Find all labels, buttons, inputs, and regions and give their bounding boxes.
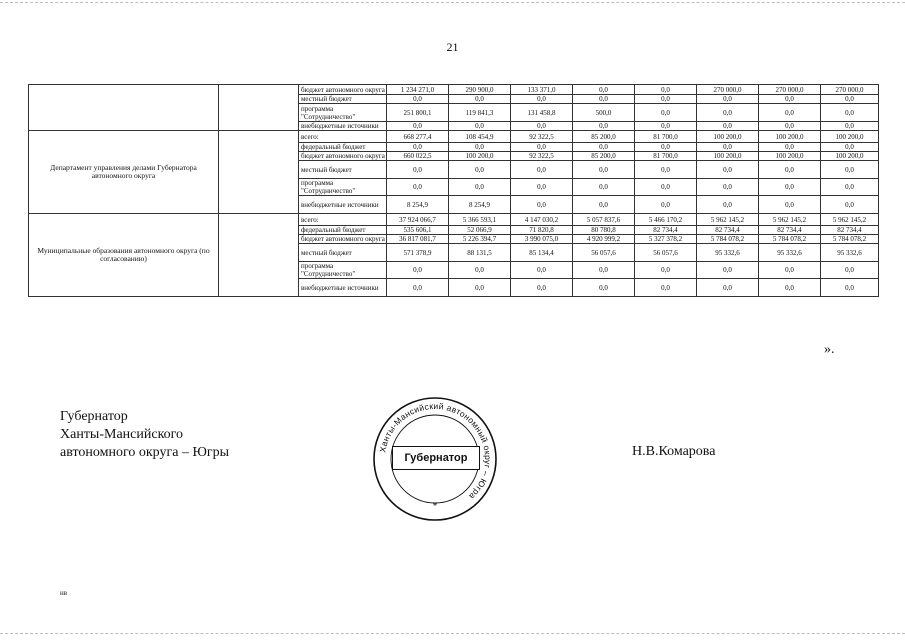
signature-title [60, 408, 229, 462]
amount-cell: 0,0 [759, 143, 821, 152]
amount-cell: 80 780,8 [573, 226, 635, 235]
amount-cell: 5 962 145,2 [759, 214, 821, 226]
amount-cell: 0,0 [821, 122, 879, 131]
amount-cell: 100 200,0 [697, 131, 759, 143]
amount-cell: 100 200,0 [449, 152, 511, 161]
amount-cell: 0,0 [511, 122, 573, 131]
amount-cell: 100 200,0 [821, 152, 879, 161]
amount-cell: 5 327 378,2 [635, 235, 697, 244]
amount-cell: 0,0 [573, 279, 635, 297]
amount-cell: 133 371,0 [511, 85, 573, 95]
amount-cell: 0,0 [387, 179, 449, 196]
amount-cell: 88 131,5 [449, 244, 511, 262]
amount-cell: 571 378,9 [387, 244, 449, 262]
amount-cell: 0,0 [635, 179, 697, 196]
signature-title-line: автономного округа – Югры [60, 445, 229, 460]
signature-title-line: Ханты-Мансийского [60, 427, 184, 442]
amount-cell: 0,0 [759, 95, 821, 104]
budget-table [28, 84, 879, 297]
amount-cell: 85 200,0 [573, 131, 635, 143]
amount-cell: 0,0 [697, 95, 759, 104]
amount-cell: 668 277,4 [387, 131, 449, 143]
amount-cell: 0,0 [387, 161, 449, 179]
amount-cell: 0,0 [821, 262, 879, 279]
seal-star: * [432, 501, 438, 511]
amount-cell: 0,0 [821, 179, 879, 196]
funding-source-cell: местный бюджет [299, 244, 387, 262]
amount-cell: 100 200,0 [759, 152, 821, 161]
table-row [29, 214, 879, 226]
amount-cell: 100 200,0 [821, 131, 879, 143]
amount-cell: 95 332,6 [759, 244, 821, 262]
amount-cell: 8 254,9 [387, 196, 449, 214]
organization-cell [29, 85, 219, 131]
amount-cell: 0,0 [573, 196, 635, 214]
organization-cell: Муниципальные образования автономного округа (по согласованию) [29, 214, 219, 297]
amount-cell: 0,0 [759, 161, 821, 179]
amount-cell: 270 000,0 [821, 85, 879, 95]
amount-cell: 0,0 [759, 279, 821, 297]
funding-source-cell: бюджет автономного округа [299, 152, 387, 161]
amount-cell: 0,0 [821, 104, 879, 122]
funding-source-cell: местный бюджет [299, 161, 387, 179]
amount-cell: 56 057,6 [635, 244, 697, 262]
amount-cell: 4 920 999,2 [573, 235, 635, 244]
amount-cell: 4 147 030,2 [511, 214, 573, 226]
organization-cell: Департамент управления делами Губернатора автономного округа [29, 131, 219, 214]
amount-cell: 81 700,0 [635, 131, 697, 143]
amount-cell: 0,0 [697, 161, 759, 179]
amount-cell: 8 254,9 [449, 196, 511, 214]
amount-cell: 36 817 081,7 [387, 235, 449, 244]
amount-cell: 0,0 [697, 143, 759, 152]
blank-column-cell [219, 131, 299, 214]
amount-cell: 0,0 [511, 161, 573, 179]
amount-cell: 0,0 [449, 143, 511, 152]
table-row [29, 131, 879, 143]
amount-cell: 5 784 078,2 [697, 235, 759, 244]
amount-cell: 5 962 145,2 [821, 214, 879, 226]
amount-cell: 0,0 [635, 85, 697, 95]
amount-cell: 0,0 [573, 262, 635, 279]
amount-cell: 0,0 [511, 95, 573, 104]
amount-cell: 0,0 [759, 179, 821, 196]
funding-source-cell: внебюджетные источники [299, 196, 387, 214]
blank-column-cell [219, 214, 299, 297]
amount-cell: 0,0 [821, 143, 879, 152]
amount-cell: 108 454,9 [449, 131, 511, 143]
amount-cell: 37 924 066,7 [387, 214, 449, 226]
amount-cell: 0,0 [573, 179, 635, 196]
amount-cell: 0,0 [449, 122, 511, 131]
amount-cell: 0,0 [759, 104, 821, 122]
table-row [29, 85, 879, 95]
amount-cell: 0,0 [759, 262, 821, 279]
amount-cell: 0,0 [635, 143, 697, 152]
amount-cell: 92 322,5 [511, 131, 573, 143]
amount-cell: 0,0 [697, 262, 759, 279]
amount-cell: 251 800,1 [387, 104, 449, 122]
closing-quote-mark: ». [824, 342, 835, 357]
amount-cell: 56 057,6 [573, 244, 635, 262]
amount-cell: 0,0 [387, 279, 449, 297]
funding-source-cell: программа "Сотрудничество" [299, 104, 387, 122]
amount-cell: 0,0 [387, 262, 449, 279]
amount-cell: 3 990 075,0 [511, 235, 573, 244]
amount-cell: 0,0 [573, 95, 635, 104]
amount-cell: 0,0 [635, 262, 697, 279]
amount-cell: 270 000,0 [759, 85, 821, 95]
amount-cell: 500,0 [573, 104, 635, 122]
blank-column-cell [219, 85, 299, 131]
funding-source-cell: бюджет автономного округа [299, 235, 387, 244]
amount-cell: 52 066,9 [449, 226, 511, 235]
amount-cell: 82 734,4 [821, 226, 879, 235]
amount-cell: 0,0 [697, 279, 759, 297]
amount-cell: 0,0 [511, 196, 573, 214]
funding-source-cell: программа "Сотрудничество" [299, 262, 387, 279]
amount-cell: 131 458,8 [511, 104, 573, 122]
amount-cell: 82 734,4 [635, 226, 697, 235]
amount-cell: 290 900,0 [449, 85, 511, 95]
amount-cell: 0,0 [821, 95, 879, 104]
amount-cell: 270 000,0 [697, 85, 759, 95]
amount-cell: 0,0 [387, 95, 449, 104]
funding-source-cell: федеральный бюджет [299, 143, 387, 152]
amount-cell: 0,0 [449, 262, 511, 279]
amount-cell: 0,0 [697, 179, 759, 196]
amount-cell: 660 022,5 [387, 152, 449, 161]
amount-cell: 85 134,4 [511, 244, 573, 262]
amount-cell: 535 606,1 [387, 226, 449, 235]
amount-cell: 5 784 078,2 [759, 235, 821, 244]
amount-cell: 0,0 [635, 122, 697, 131]
amount-cell: 0,0 [387, 122, 449, 131]
amount-cell: 0,0 [821, 196, 879, 214]
amount-cell: 0,0 [635, 104, 697, 122]
amount-cell: 0,0 [511, 143, 573, 152]
funding-source-cell: всего: [299, 214, 387, 226]
page-number: 21 [446, 40, 459, 54]
funding-source-cell: федеральный бюджет [299, 226, 387, 235]
amount-cell: 0,0 [635, 95, 697, 104]
amount-cell: 82 734,4 [759, 226, 821, 235]
funding-source-cell: программа "Сотрудничество" [299, 179, 387, 196]
amount-cell: 0,0 [821, 279, 879, 297]
amount-cell: 0,0 [573, 122, 635, 131]
amount-cell: 5 366 593,1 [449, 214, 511, 226]
funding-source-cell: внебюджетные источники [299, 279, 387, 297]
amount-cell: 0,0 [387, 143, 449, 152]
amount-cell: 5 226 394,7 [449, 235, 511, 244]
amount-cell: 0,0 [697, 122, 759, 131]
amount-cell: 5 784 078,2 [821, 235, 879, 244]
amount-cell: 81 700,0 [635, 152, 697, 161]
amount-cell: 0,0 [821, 161, 879, 179]
amount-cell: 0,0 [511, 179, 573, 196]
amount-cell: 0,0 [573, 161, 635, 179]
signer-name: Н.В.Комарова [632, 444, 716, 459]
amount-cell: 0,0 [511, 279, 573, 297]
scan-edge-bottom [0, 633, 905, 634]
amount-cell: 0,0 [573, 85, 635, 95]
funding-source-cell: бюджет автономного округа [299, 85, 387, 95]
budget-table-body [29, 85, 879, 297]
amount-cell: 0,0 [697, 104, 759, 122]
amount-cell: 0,0 [635, 161, 697, 179]
amount-cell: 0,0 [449, 95, 511, 104]
amount-cell: 1 234 271,0 [387, 85, 449, 95]
amount-cell: 5 466 170,2 [635, 214, 697, 226]
seal-center-label: Губернатор [392, 446, 480, 470]
amount-cell: 71 820,8 [511, 226, 573, 235]
amount-cell: 0,0 [573, 143, 635, 152]
funding-source-cell: внебюджетные источники [299, 122, 387, 131]
amount-cell: 0,0 [759, 196, 821, 214]
amount-cell: 5 962 145,2 [697, 214, 759, 226]
seal-ring-text: Ханты-Мансийский автономный округ – Югра [377, 400, 494, 502]
amount-cell: 0,0 [449, 161, 511, 179]
funding-source-cell: всего: [299, 131, 387, 143]
amount-cell: 95 332,6 [821, 244, 879, 262]
amount-cell: 119 841,3 [449, 104, 511, 122]
amount-cell: 0,0 [449, 279, 511, 297]
amount-cell: 82 734,4 [697, 226, 759, 235]
amount-cell: 0,0 [759, 122, 821, 131]
amount-cell: 92 322,5 [511, 152, 573, 161]
amount-cell: 0,0 [635, 279, 697, 297]
amount-cell: 0,0 [449, 179, 511, 196]
amount-cell: 100 200,0 [759, 131, 821, 143]
amount-cell: 95 332,6 [697, 244, 759, 262]
amount-cell: 0,0 [697, 196, 759, 214]
funding-source-cell: местный бюджет [299, 95, 387, 104]
signature-title-line: Губернатор [60, 409, 128, 424]
amount-cell: 100 200,0 [697, 152, 759, 161]
scan-edge-top [0, 2, 905, 3]
amount-cell: 0,0 [511, 262, 573, 279]
amount-cell: 0,0 [635, 196, 697, 214]
amount-cell: 5 057 837,6 [573, 214, 635, 226]
executor-initials: нв [60, 589, 68, 597]
amount-cell: 85 200,0 [573, 152, 635, 161]
